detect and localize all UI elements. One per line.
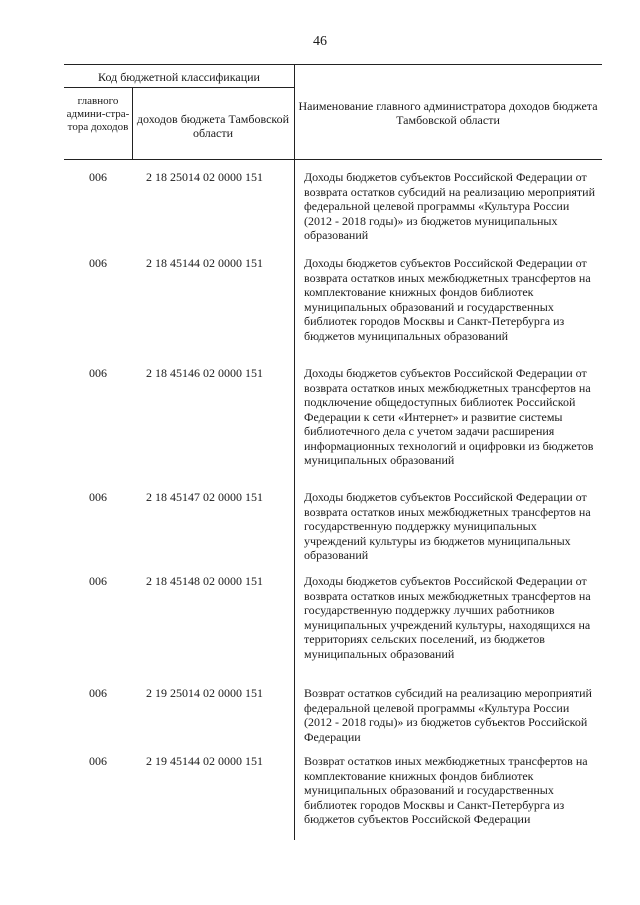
- header-bottom-border: [64, 159, 602, 160]
- table-top-border: [64, 64, 602, 65]
- row-description: Доходы бюджетов субъектов Российской Федерации от возврата остатков иных межбюджетных трансфертов на подключение общедоступных библиотек Российской Федерации к сети «Интернет» и развитие системы библиотечного дела с учетом задачи расширения информационных технологий и оцифровки из бюджетов муниципальных образований: [304, 366, 594, 467]
- admin-code: 006: [89, 170, 107, 184]
- row-description: Доходы бюджетов субъектов Российской Федерации от возврата остатков субсидий на реализацию мероприятий федеральной целевой программы «Культура России (2012 - 2018 годы)» из бюджетов муниципальных образований: [304, 170, 596, 242]
- row-description: Доходы бюджетов субъектов Российской Федерации от возврата остатков иных межбюджетных трансфертов на комплектование книжных фондов библиотек муниципальных образований и государственных библиотек городов Москвы и Санкт-Петербурга из бюджетов муниципальных образований: [304, 256, 591, 343]
- page-number: 46: [313, 34, 327, 49]
- admin-code: 006: [89, 490, 107, 504]
- header-divider: [64, 87, 294, 88]
- budget-code: 2 18 45148 02 0000 151: [146, 574, 263, 588]
- header-kod-title: Код бюджетной классификации: [98, 70, 260, 84]
- row-description: Доходы бюджетов субъектов Российской Федерации от возврата остатков иных межбюджетных трансфертов на государственную поддержку муниципальных учреждений культуры из бюджетов муниципальных образований: [304, 490, 591, 562]
- budget-code: 2 18 45146 02 0000 151: [146, 366, 263, 380]
- header-dohod-col: доходов бюджета Тамбовской области: [136, 112, 290, 140]
- admin-code: 006: [89, 366, 107, 380]
- budget-code: 2 18 45147 02 0000 151: [146, 490, 263, 504]
- admin-code: 006: [89, 754, 107, 768]
- budget-code: 2 19 25014 02 0000 151: [146, 686, 263, 700]
- admin-code: 006: [89, 686, 107, 700]
- budget-code: 2 18 25014 02 0000 151: [146, 170, 263, 184]
- admin-code: 006: [89, 574, 107, 588]
- admin-code: 006: [89, 256, 107, 270]
- row-description: Возврат остатков иных межбюджетных трансфертов на комплектование книжных фондов библиотек муниципальных образований и государственных библиотек городов Москвы и Санкт-Петербурга из бюджетов субъектов Российской Федерации: [304, 754, 588, 826]
- budget-code: 2 19 45144 02 0000 151: [146, 754, 263, 768]
- header-admin-col: главного админи-стра-тора доходов: [66, 95, 130, 133]
- row-description: Доходы бюджетов субъектов Российской Федерации от возврата остатков иных межбюджетных трансфертов на государственную поддержку лучших работников муниципальных учреждений культуры, находящихся на территориях сельских поселений, из бюджетов муниципальных образований: [304, 574, 591, 661]
- header-name-col: Наименование главного администратора доходов бюджета Тамбовской области: [298, 99, 598, 127]
- budget-code: 2 18 45144 02 0000 151: [146, 256, 263, 270]
- row-description: Возврат остатков субсидий на реализацию мероприятий федеральной целевой программы «Культура России (2012 - 2018 годы)» из бюджетов субъектов Российской Федерации: [304, 686, 592, 744]
- column-divider-2: [294, 64, 295, 840]
